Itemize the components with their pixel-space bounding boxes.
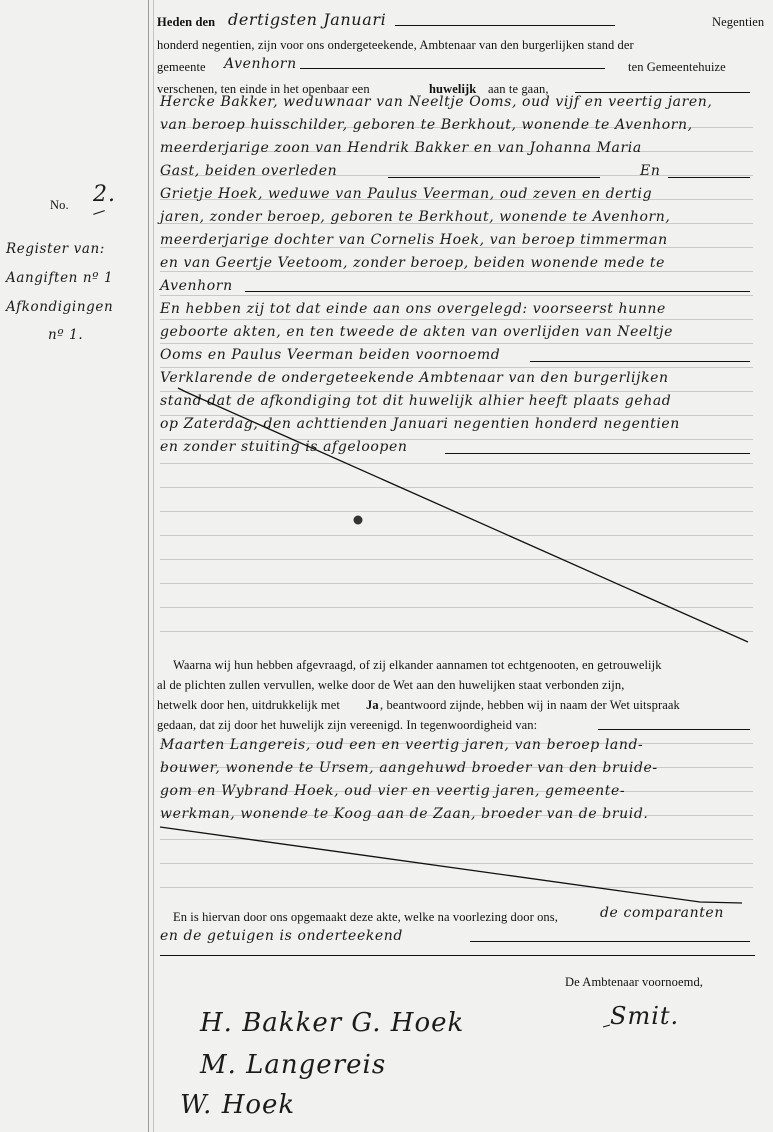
record-number-handwritten: 2. [93,182,116,207]
body-hand-line-9: Avenhorn [160,278,233,294]
date-handwritten: dertigsten Januari [228,10,387,29]
signature-line-1: H. Bakker G. Hoek [200,1008,465,1038]
witness-hand-line-2: bouwer, wonende te Ursem, aangehuwd broeder van den bruide- [160,760,658,776]
body-hand-line-6: jaren, zonder beroep, geboren te Berkhout, wonende te Avenhorn, [160,209,671,225]
body-hand-line-3: meerderjarige zoon van Hendrik Bakker en van Johanna Maria [160,140,642,156]
header-line-4-post: aan te gaan, [488,82,549,96]
witness-hand-line-4: werkman, wonende te Koog aan de Zaan, broeder van de bruid. [160,806,649,822]
middle-print-line-3-pre: hetwelk door hen, uitdrukkelijk met [157,698,340,712]
middle-ja: Ja [366,698,379,712]
huwelijk-word: huwelijk [429,82,477,96]
body-hand-line-15: op Zaterdag, den achttienden Januari negentien honderd negentien [160,416,680,432]
body-hand-line-1: Hercke Bakker, weduwnaar van Neeltje Ooms, oud vijf en veertig jaren, [160,94,713,110]
ink-dot [354,516,363,525]
official-signature: Smit. [610,1002,680,1030]
body-hand-line-5: Grietje Hoek, weduwe van Paulus Veerman, oud zeven en dertig [160,186,653,202]
witness-hand-line-1: Maarten Langereis, oud een en veertig jaren, van beroep land- [160,737,644,753]
body-en: En [640,163,661,179]
margin-note-4: nº 1. [48,327,84,343]
body-hand-line-12: Ooms en Paulus Veerman beiden voornoemd [160,347,501,363]
body-hand-line-16: en zonder stuiting is afgeloopen [160,439,408,455]
margin-note-2: Aangiften nº 1 [6,270,114,286]
header-line-2: honderd negentien, zijn voor ons ondergeteekende, Ambtenaar van den burgerlijken stand der [157,38,634,52]
official-label: De Ambtenaar voornoemd, [565,975,704,989]
gemeente-label: gemeente [157,60,206,74]
cancel-diagonal-top [178,388,748,642]
signature-line-2: M. Langereis [200,1050,387,1080]
body-hand-line-4: Gast, beiden overleden [160,163,338,179]
cancel-diagonal-bottom [160,827,742,903]
witness-hand-line-3: gom en Wybrand Hoek, oud vier en veertig jaren, gemeente- [160,783,626,799]
margin-note-3: Afkondigingen [6,299,114,315]
heden-den-label: Heden den [157,15,216,29]
gemeentehuize-label: ten Gemeentehuize [628,60,726,74]
middle-print-line-4: gedaan, dat zij door het huwelijk zijn vereenigd. In tegenwoordigheid van: [157,718,538,732]
middle-print-line-3-post: , beantwoord zijnde, hebben wij in naam der Wet uitspraak [380,698,680,712]
signature-line-3: W. Hoek [180,1090,296,1120]
closing-print: En is hiervan door ons opgemaakt deze akte, welke na voorlezing door ons, [173,910,558,924]
header-line-4-pre: verschenen, ten einde in het openbaar een [157,82,370,96]
margin-note-1: Register van: [6,241,105,257]
body-hand-line-10: En hebben zij tot dat einde aan ons overgelegd: voorseerst hunne [160,301,666,317]
body-hand-line-11: geboorte akten, en ten tweede de akten van overlijden van Neeltje [160,324,674,340]
middle-print-line-2: al de plichten zullen vervullen, welke door de Wet aan den huwelijken staat verbonden zijn, [157,678,625,692]
closing-hand-1: de comparanten [600,905,724,921]
body-hand-line-13: Verklarende de ondergeteekende Ambtenaar van den burgerlijken [160,370,669,386]
negentien-label: Negentien [712,15,765,29]
body-hand-line-8: en van Geertje Veetoom, zonder beroep, beiden wonende mede te [160,255,666,271]
body-hand-line-14: stand dat de afkondiging tot dit huwelijk alhier heeft plaats gehad [160,393,672,409]
body-hand-line-7: meerderjarige dochter van Cornelis Hoek, van beroep timmerman [160,232,668,248]
record-number-label: No. [50,198,69,212]
middle-print-line-1: Waarna wij hun hebben afgevraagd, of zij elkander aannamen tot echtgenooten, en getrouwelijk [173,658,662,672]
signature-tick [603,1025,610,1027]
body-hand-line-2: van beroep huisschilder, geboren te Berkhout, wonende te Avenhorn, [160,117,693,133]
closing-hand-2: en de getuigen is onderteekend [160,928,403,944]
gemeente-handwritten: Avenhorn [224,56,297,72]
